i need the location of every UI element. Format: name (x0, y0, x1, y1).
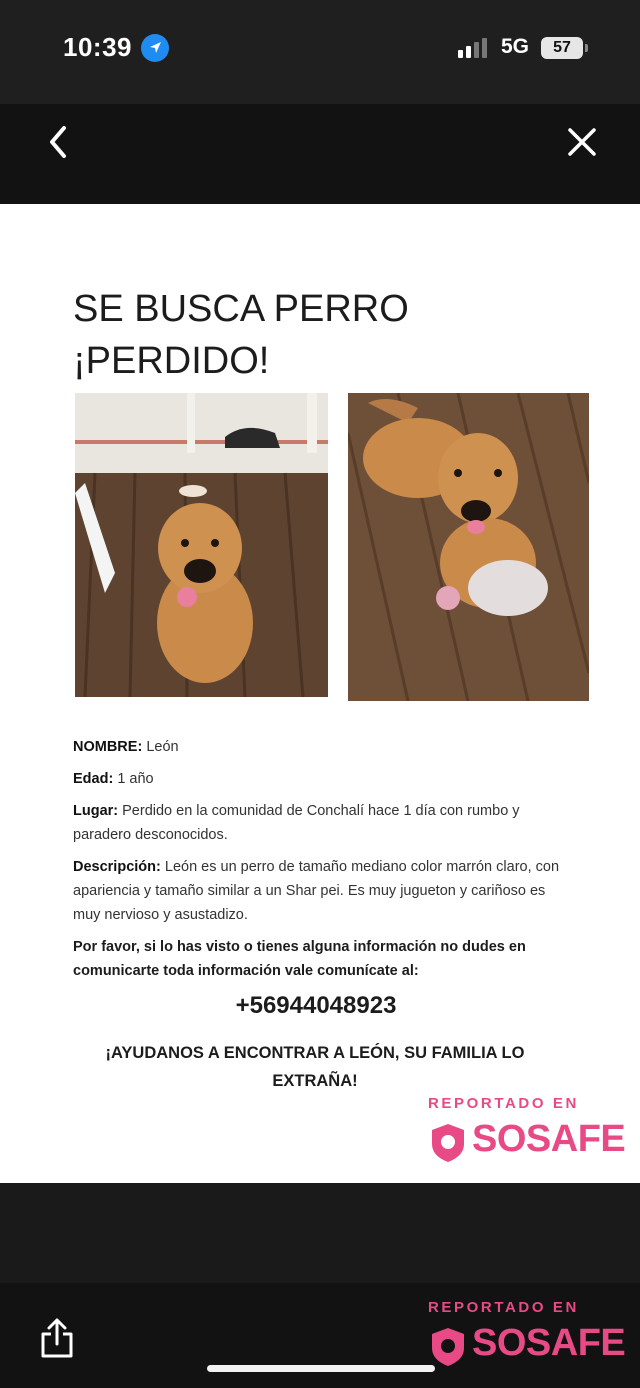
age-value: 1 año (117, 771, 154, 787)
detail-name (73, 735, 573, 759)
contact-appeal: Por favor, si lo has visto o tienes alguna información no dudes en comunicarte toda información vale comunícate al: (73, 939, 526, 979)
contact-phone: +56944048923 (235, 992, 397, 1019)
status-bar (0, 0, 640, 104)
title-line-1: SE BUSCA PERRO (73, 288, 409, 330)
battery-tip (585, 44, 588, 52)
dog-photo-sitting (75, 393, 328, 697)
age-label: Edad: (73, 771, 114, 787)
close-button[interactable] (560, 120, 604, 164)
poster-sosafe-logo (428, 1118, 628, 1168)
share-icon (37, 1316, 77, 1360)
sosafe-shield-icon (428, 1326, 468, 1368)
location-icon (141, 34, 169, 62)
detail-description (73, 855, 573, 927)
close-icon (560, 120, 604, 164)
name-label: NOMBRE: (73, 739, 143, 755)
poster-reported-label: REPORTADO EN (428, 1095, 579, 1112)
signal-icon (458, 38, 492, 58)
footer-brand-name: SOSAFE (472, 1322, 626, 1364)
status-time: 10:39 (63, 32, 132, 62)
detail-place (73, 799, 573, 847)
share-button[interactable] (37, 1316, 77, 1360)
chevron-left-icon (36, 120, 80, 164)
place-value: Perdido en la comunidad de Conchalí hace 1 día con rumbo y paradero desconocidos. (73, 803, 520, 843)
sosafe-shield-icon (428, 1122, 468, 1164)
place-label: Lugar: (73, 803, 119, 819)
home-indicator[interactable] (207, 1365, 435, 1372)
desc-value: León es un perro de tamaño mediano color marrón claro, con apariencia y tamaño similar a un Shar pei. Es muy jugueton y cariñoso es muy nervioso y asustadizo. (73, 859, 560, 923)
footer-sosafe-logo (428, 1322, 628, 1372)
detail-age (73, 767, 573, 791)
dog-photo-lying (348, 393, 589, 701)
back-button[interactable] (36, 120, 80, 164)
network-type: 5G (501, 35, 530, 58)
dog-details (73, 735, 573, 935)
poster-title (73, 283, 493, 387)
poster-brand-name: SOSAFE (472, 1118, 626, 1160)
title-line-2: ¡PERDIDO! (73, 340, 270, 382)
help-message: ¡AYUDANOS A ENCONTRAR A LEÓN, SU FAMILIA LO EXTRAÑA! (105, 1044, 525, 1090)
top-nav-bar (0, 104, 640, 204)
footer-reported-label: REPORTADO EN (428, 1299, 579, 1316)
name-value: León (146, 739, 179, 755)
desc-label: Descripción: (73, 859, 161, 875)
battery-icon: 57 (541, 37, 583, 59)
